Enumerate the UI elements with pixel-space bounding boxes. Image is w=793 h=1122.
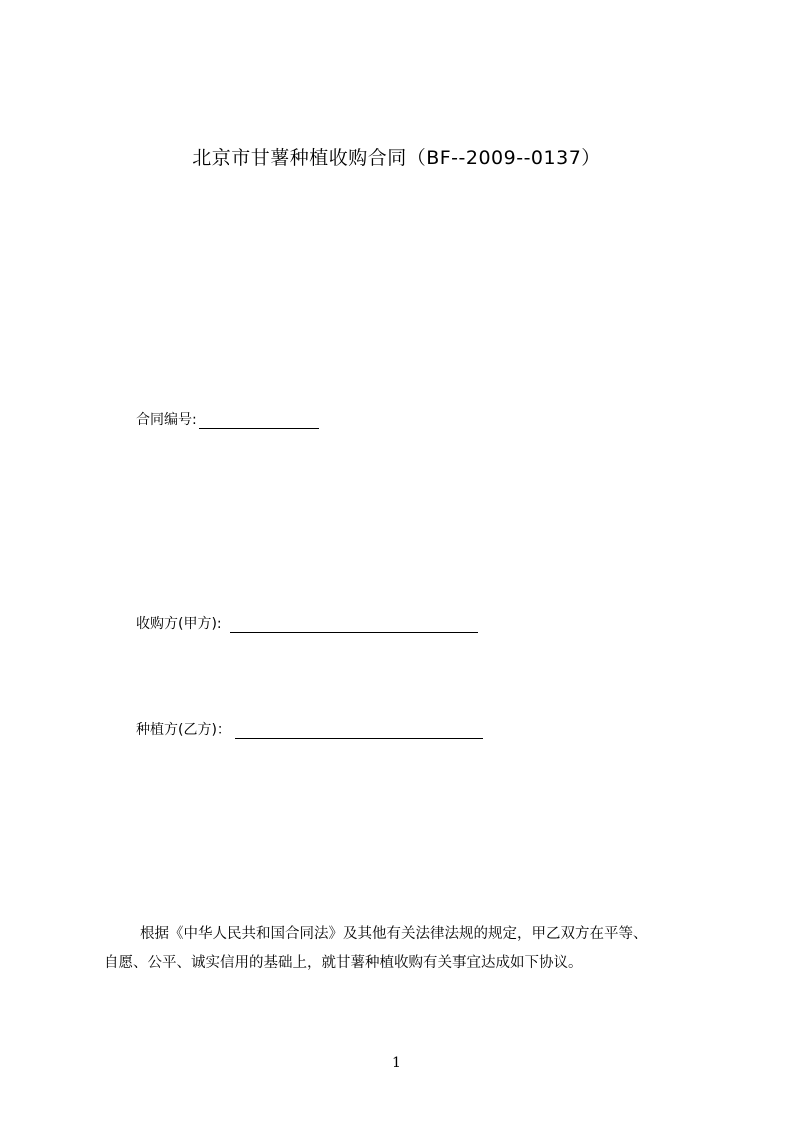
document-title: 北京市甘薯种植收购合同（BF--2009--0137） — [192, 147, 601, 169]
contract-number-label: 合同编号: — [136, 412, 197, 428]
page-number: 1 — [392, 1055, 401, 1071]
grower-blank — [235, 724, 483, 739]
paragraph-line: 根据《中华人民共和国合同法》及其他有关法律法规的规定，甲乙双方在平等、 — [140, 926, 648, 942]
buyer-field — [136, 613, 478, 633]
buyer-blank — [230, 618, 478, 633]
contract-number-field — [136, 409, 319, 429]
buyer-label: 收购方(甲方): — [136, 616, 222, 632]
grower-field — [136, 719, 483, 739]
contract-number-blank — [199, 414, 319, 429]
paragraph-line: 自愿、公平、诚实信用的基础上，就甘薯种植收购有关事宜达成如下协议。 — [104, 955, 583, 971]
agreement-paragraph — [104, 920, 704, 978]
grower-label: 种植方(乙方)： — [136, 722, 231, 738]
